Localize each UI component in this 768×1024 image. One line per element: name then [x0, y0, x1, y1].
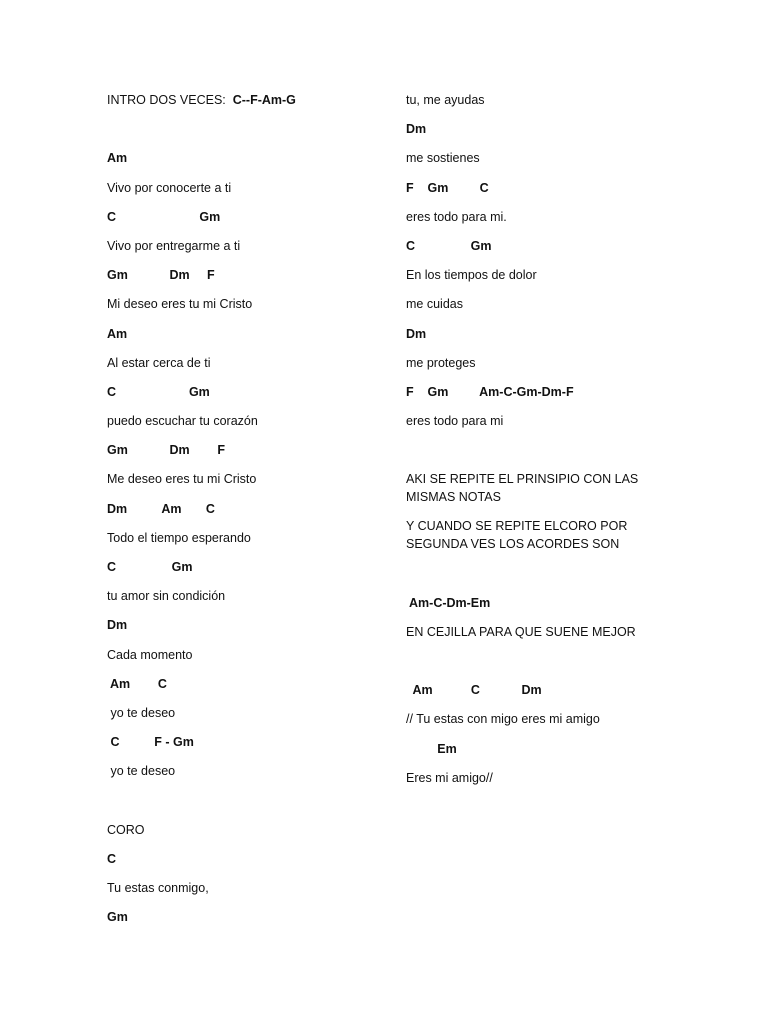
- lyric-line: CORO: [107, 822, 145, 837]
- lyric-line: Mi deseo eres tu mi Cristo: [107, 297, 253, 312]
- blank-line: [107, 120, 377, 149]
- chord-line: Am-C-Dm-Em: [406, 595, 491, 610]
- lyric-line: me sostienes: [406, 151, 480, 166]
- chord-line: Am C Dm: [406, 683, 542, 698]
- lyric-line: yo te deseo: [107, 764, 176, 779]
- lyric-line: tu, me ayudas: [406, 93, 485, 107]
- lyric-line: me proteges: [406, 355, 476, 370]
- lyric-line: me cuidas: [406, 297, 463, 312]
- instruction-note: AKI SE REPITE EL PRINSIPIO CON LAS MISMAS NOTAS: [406, 472, 639, 505]
- lyric-line: Todo el tiempo esperando: [107, 530, 251, 545]
- blank-line: [406, 441, 676, 470]
- chord-line: F Gm C: [406, 180, 489, 195]
- chord-line: F Gm Am-C-Gm-Dm-F: [406, 384, 574, 399]
- chord-line: Dm: [406, 122, 427, 137]
- chord-line: Dm: [107, 618, 128, 633]
- lyric-line: // Tu estas con migo eres mi amigo: [406, 712, 600, 727]
- lyric-line: Tu estas conmigo,: [107, 881, 209, 896]
- chord-line: Gm Dm F: [107, 268, 215, 283]
- right-column: [406, 91, 676, 798]
- lyric-line: eres todo para mi.: [406, 209, 507, 224]
- lyric-line: En los tiempos de dolor: [406, 268, 537, 283]
- intro-label: INTRO DOS VECES:: [107, 93, 233, 107]
- lyric-line: Vivo por conocerte a ti: [107, 180, 232, 195]
- chord-line: Am: [107, 151, 128, 166]
- left-column: [107, 91, 377, 937]
- lyric-line: Eres mi amigo//: [406, 770, 493, 785]
- chord-line: C F - Gm: [107, 735, 194, 750]
- chord-line: Em: [406, 741, 457, 756]
- chord-line: C Gm: [107, 384, 210, 399]
- chord-line: C Gm: [406, 238, 492, 253]
- chord-line: Gm: [107, 910, 128, 925]
- chord-line: Am: [107, 326, 128, 341]
- lyric-line: puedo escuchar tu corazón: [107, 414, 258, 429]
- chord-line: Dm: [406, 326, 427, 341]
- lyric-line: eres todo para mi: [406, 414, 504, 429]
- chord-line: Dm Am C: [107, 501, 215, 516]
- lyric-line: Me deseo eres tu mi Cristo: [107, 472, 257, 487]
- chord-line: C Gm: [107, 209, 221, 224]
- blank-line: [406, 564, 676, 593]
- lyric-line: Vivo por entregarme a ti: [107, 238, 241, 253]
- chord-line: Gm Dm F: [107, 443, 226, 458]
- chord-line: C: [107, 851, 117, 866]
- lyric-line: Al estar cerca de ti: [107, 355, 211, 370]
- chord-line: C Gm: [107, 560, 193, 574]
- lyric-line: EN CEJILLA PARA QUE SUENE MEJOR: [406, 624, 636, 639]
- intro-line: [107, 91, 377, 120]
- instruction-note: Y CUANDO SE REPITE ELCORO POR SEGUNDA VES LOS ACORDES SON: [406, 519, 628, 552]
- blank-line: [406, 652, 676, 681]
- lyric-line: yo te deseo: [107, 705, 176, 720]
- chord-line: Am C: [107, 676, 167, 691]
- blank-line: [107, 792, 377, 821]
- lyric-line: Cada momento: [107, 647, 193, 662]
- lyric-line: tu amor sin condición: [107, 589, 226, 604]
- intro-chords: C--F-Am-G: [232, 93, 296, 107]
